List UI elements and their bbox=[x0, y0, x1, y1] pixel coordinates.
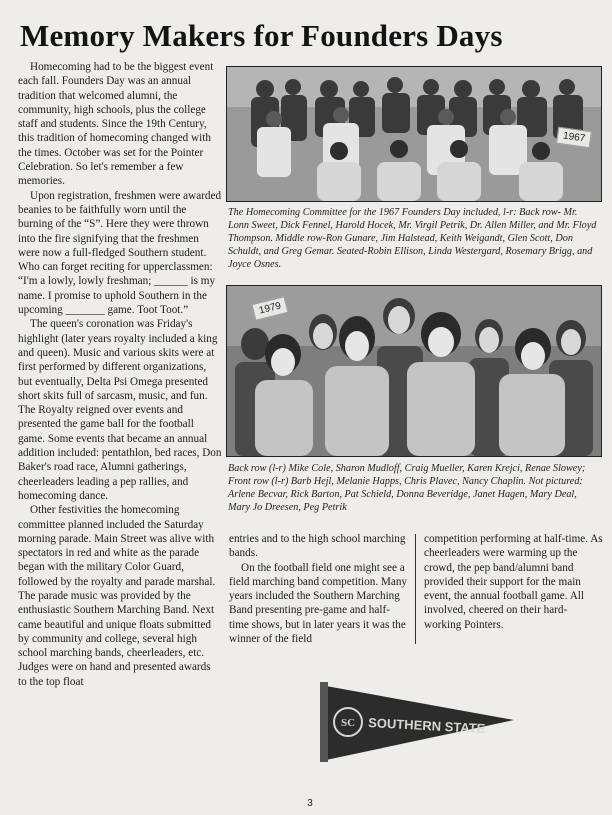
page-title: Memory Makers for Founders Days bbox=[20, 18, 503, 53]
photo-year-label: 1979 bbox=[251, 296, 288, 321]
page-number: 3 bbox=[307, 798, 313, 809]
pennant-text: SOUTHERN STATE bbox=[367, 715, 486, 737]
committee-photo-1979 bbox=[226, 285, 602, 457]
right-paragraph-1: competition performing at half-time. As cheerleaders were warming up the crowd, the pep band/alumni band provided their support for the main event, the annual football game. All involved, cheered on their hard-working Pointers. bbox=[424, 533, 603, 631]
photo-caption-1979: Back row (l-r) Mike Cole, Sharon Mudloff, Craig Mueller, Karen Krejci, Renae Slowey; Front row (l-r) Barb Hejl, Melanie Happs, Chris Plavec, Nancy Chaplin. Not pictured: Arlene Becvar, Rick Barton, Pat Schield, Donna Beveridge, Janet Hagen, Mary Deal, Mary Jo Dreesen, Peg Petrik bbox=[228, 463, 586, 513]
left-paragraph-1: Homecoming had to be the biggest event each fall. Founders Day was an annual tradition that welcomed alumni, the community, high schools, plus the college staff and students. Since the 19th Century, this tradition of homecoming changed with the times. October was set for the Pointer Celebration. So let's remember a few memories. bbox=[18, 61, 214, 188]
column-divider bbox=[415, 534, 416, 644]
pennant-emblem: SC bbox=[340, 717, 356, 729]
middle-paragraph-1: entries and to the high school marching bands. bbox=[229, 533, 406, 560]
left-paragraph-2: Upon registration, freshmen were awarded beanies to be faithfully worn until the burning of the “S”. Here they were thrown into the fire signifying that the freshmen were now a full-fledged Southern student. Who can forget reciting for upperclassmen: “I'm a lowly, lowly freshman; ______ is my name. I promise to uphold Southern in the upcoming _______ game. Toot Toot.” bbox=[18, 189, 222, 317]
committee-photo-1967 bbox=[226, 66, 602, 202]
southern-state-pennant bbox=[318, 680, 518, 762]
photo-caption-1967: The Homecoming Committee for the 1967 Founders Day included, l-r: Back row- Mr. Lonn Sweet, Dick Fennel, Harold Hocek, Mr. Virgil Petrik, Dr. Allen Miller, and Mr. Floyd Thompson. Middle row-Ron Gunare, Jim Halstead, Keith Weigandt, Glen Scott, Don Schuldt, and Greg Gemar. Seated-Robin Ellison, Linda Westergard, Rosemary Brigg, and Joyce Osnes. bbox=[228, 207, 597, 270]
left-column bbox=[18, 60, 222, 689]
middle-paragraph-2: On the football field one might see a field marching band competition. Many years included the Southern Marching Band presenting pre-game and half-time shows, but in later years it was the winner of the field bbox=[229, 561, 408, 646]
photo-year-label: 1967 bbox=[556, 127, 592, 149]
left-paragraph-4: Other festivities the homecoming committee planned included the Saturday morning parade. Main Street was alive with spectators in red and white as the parade began with the military Color Guard, followed by the royalty and parade marshal. The parade music was provided by the enthusiastic Southern Marching Band. Next came beautiful and unique floats submitted by community and college, several high school marching bands, cheerleaders, etc. Judges were on hand and presented awards to the top float bbox=[18, 504, 216, 688]
middle-column bbox=[229, 532, 409, 646]
group-photo-illustration bbox=[227, 67, 601, 201]
right-column bbox=[424, 532, 604, 632]
left-paragraph-3: The queen's coronation was Friday's highlight (later years royalty included a king and queen). Music and various skits were at first performed by different organizations, but eventually, Delta Psi Omega presented short skits full of sarcasm, music, and fun. The Royalty reigned over events and presented the game ball for the football game. Some events that became an annual addition included: pentathlon, bed races, Don Baker's road race, Alumni gatherings, cheerleaders leading a pep rallies, and homecoming dance. bbox=[18, 318, 222, 502]
